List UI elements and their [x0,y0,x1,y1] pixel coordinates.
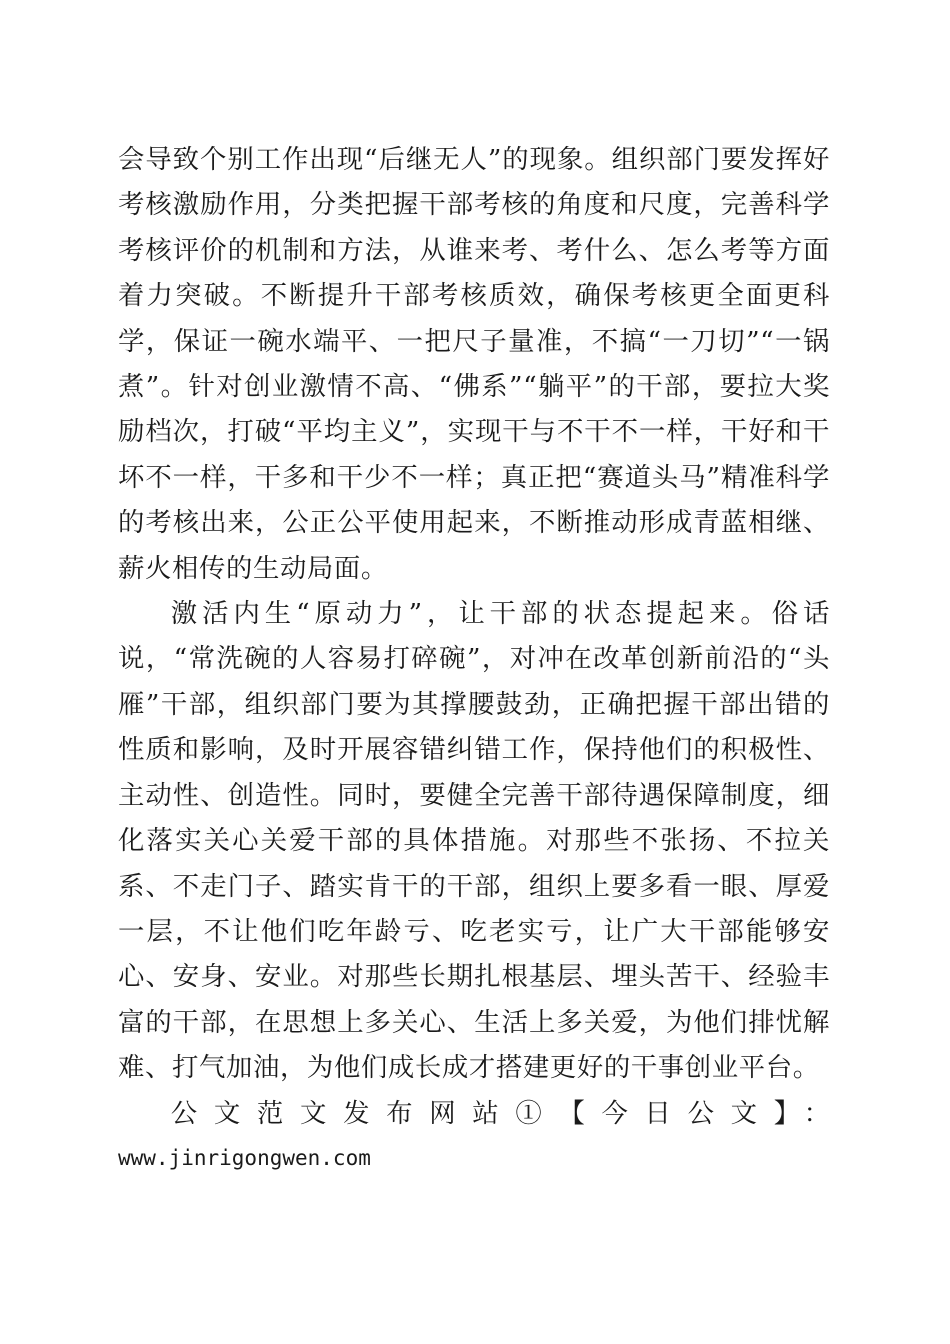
document-body [118,137,830,1181]
paragraph-1: 会导致个别工作出现“后继无人”的现象。组织部门要发挥好考核激励作用，分类把握干部考核的角度和尺度，完善科学考核评价的机制和方法，从谁来考、考什么、怎么考等方面着力突破。不断提升干部考核质效，确保考核更全面更科学，保证一碗水端平、一把尺子量准，不搞“一刀切”“一锅煮”。针对创业激情不高、“佛系”“躺平”的干部，要拉大奖励档次，打破“平均主义”，实现干与不干不一样，干好和干坏不一样，干多和干少不一样；真正把“赛道头马”精准科学的考核出来，公正公平使用起来，不断推动形成青蓝相继、薪火相传的生动局面。 [118,144,830,584]
footer-url[interactable]: www.jinrigongwen.com [118,1145,371,1170]
footer-label: 公文范文发布网站①【今日公文】： [170,1097,830,1129]
paragraph-2: 激活内生“原动力”，让干部的状态提起来。俗话说，“常洗碗的人容易打碎碗”，对冲在改革创新前沿的“头雁”干部，组织部门要为其撑腰鼓劲，正确把握干部出错的性质和影响，及时开展容错纠错工作，保持他们的积极性、主动性、创造性。同时，要健全完善干部待遇保障制度，细化落实关心关爱干部的具体措施。对那些不张扬、不拉关系、不走门子、踏实肯干的干部，组织上要多看一眼、厚爱一层，不让他们吃年龄亏、吃老实亏，让广大干部能够安心、安身、安业。对那些长期扎根基层、埋头苦干、经验丰富的干部，在思想上多关心、生活上多关爱，为他们排忧解难、打气加油，为他们成长成才搭建更好的干事创业平台。 [118,598,830,1084]
